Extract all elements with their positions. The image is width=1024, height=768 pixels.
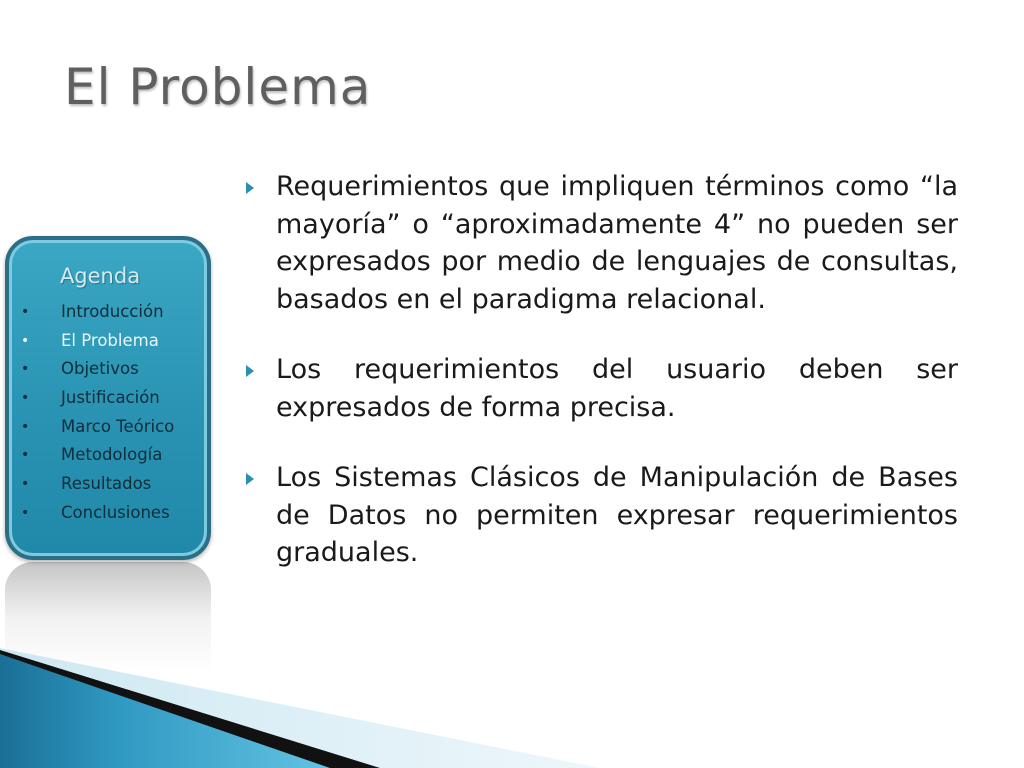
content-bullet bbox=[246, 459, 958, 572]
agenda-item-justificacion bbox=[17, 384, 174, 413]
bullet-dot-icon: • bbox=[21, 390, 30, 407]
agenda-item-label: Introducción bbox=[61, 302, 164, 321]
agenda-panel bbox=[5, 236, 211, 560]
slide-title: El Problema bbox=[64, 58, 372, 116]
agenda-item-resultados bbox=[17, 470, 174, 499]
triangle-bullet-icon bbox=[246, 365, 254, 377]
agenda-item-objetivos bbox=[17, 355, 174, 384]
content-bullet bbox=[246, 168, 958, 318]
agenda-item-el-problema bbox=[17, 327, 174, 356]
triangle-bullet-icon bbox=[246, 473, 254, 485]
content-bullet-text: Requerimientos que impliquen términos como “la mayoría” o “aproximadamente 4” no pueden ser expresados por medio de lenguajes de consultas, basados en el paradigma relacional. bbox=[276, 171, 958, 315]
agenda-item-marco-teorico bbox=[17, 413, 174, 442]
agenda-item-conclusiones bbox=[17, 499, 174, 528]
agenda-item-label: Metodología bbox=[61, 445, 163, 465]
agenda-item-label: Objetivos bbox=[61, 359, 139, 379]
agenda-item-metodologia bbox=[17, 441, 174, 470]
bullet-dot-icon: • bbox=[21, 418, 30, 435]
content-bullet-list bbox=[246, 168, 958, 605]
agenda-title: Agenda bbox=[59, 264, 141, 288]
agenda-item-introduccion bbox=[17, 298, 174, 327]
agenda-item-label: Justificación bbox=[61, 388, 160, 408]
agenda-item-label: Marco Teórico bbox=[61, 416, 175, 436]
bullet-dot-icon: • bbox=[21, 332, 30, 349]
triangle-bullet-icon bbox=[246, 182, 254, 194]
agenda-list bbox=[17, 298, 174, 528]
agenda-item-label: El Problema bbox=[61, 330, 159, 350]
content-bullet bbox=[246, 351, 958, 426]
decorative-bottom-band bbox=[0, 640, 1024, 768]
content-bullet-text: Los Sistemas Clásicos de Manipulación de Bases de Datos no permiten expresar requerimientos graduales. bbox=[276, 462, 958, 568]
bullet-dot-icon: • bbox=[21, 476, 30, 493]
content-bullet-text: Los requerimientos del usuario deben ser expresados de forma precisa. bbox=[276, 354, 958, 423]
bullet-dot-icon: • bbox=[21, 361, 30, 378]
agenda-item-label: Conclusiones bbox=[61, 502, 170, 522]
bullet-dot-icon: • bbox=[21, 447, 30, 464]
bullet-dot-icon: • bbox=[21, 504, 30, 521]
bullet-dot-icon: • bbox=[21, 304, 30, 320]
agenda-item-label: Resultados bbox=[61, 474, 152, 494]
